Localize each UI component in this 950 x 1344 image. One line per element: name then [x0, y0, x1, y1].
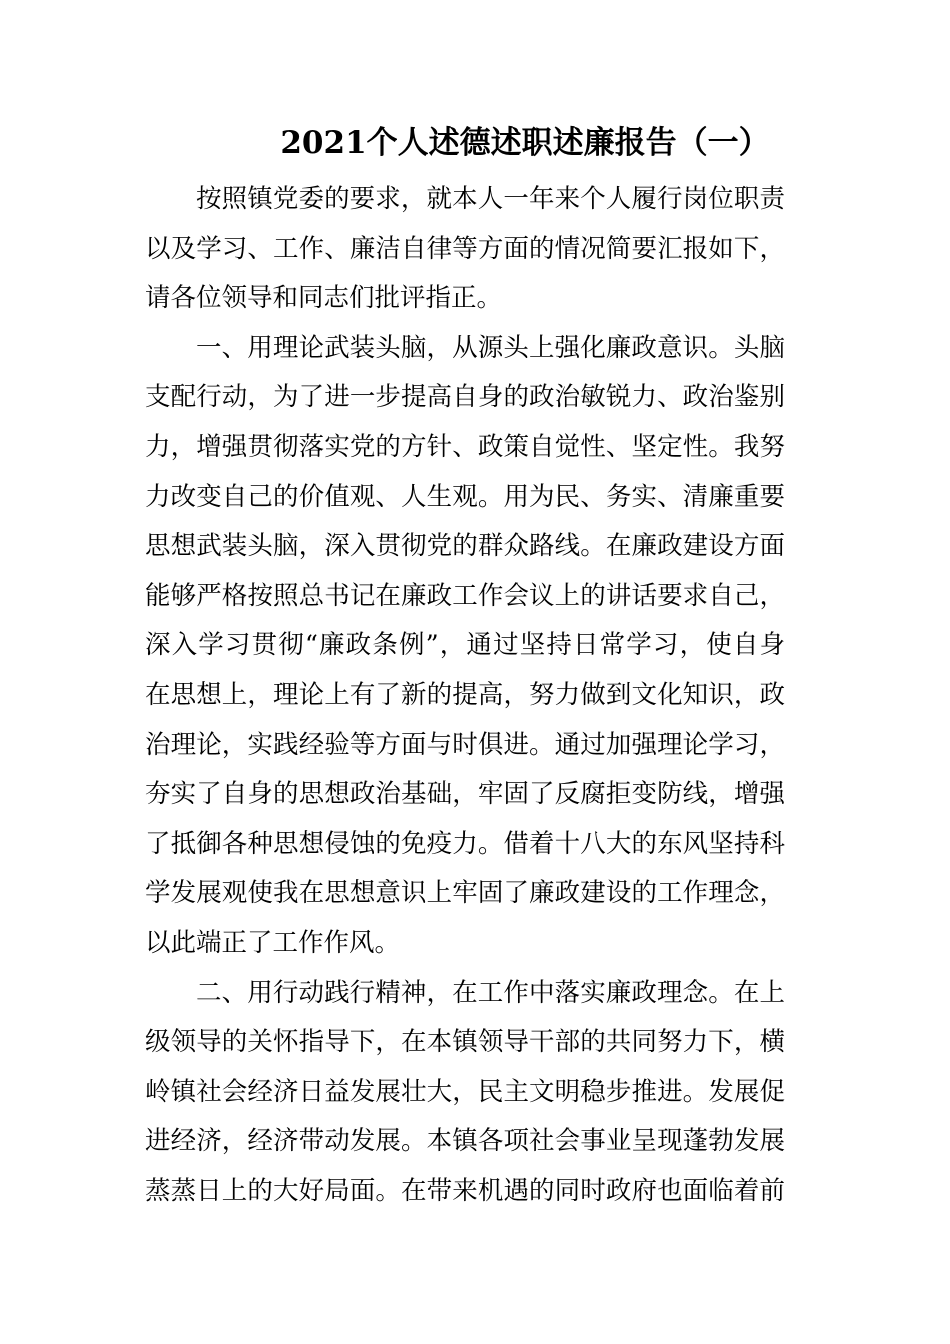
paragraph-2-line-12: 学发展观使我在思想意识上牢固了廉政建设的工作理念， — [145, 878, 785, 909]
paragraph-2-line-13: 以此端正了工作作风。 — [145, 927, 401, 958]
paragraph-2-line-5: 思想武装头脑，深入贯彻党的群众路线。在廉政建设方面 — [145, 531, 785, 562]
paragraph-2-line-8: 在思想上，理论上有了新的提高，努力做到文化知识，政 — [145, 679, 785, 710]
paragraph-1-line-2: 以及学习、工作、廉洁自律等方面的情况简要汇报如下， — [145, 233, 785, 264]
paragraph-3-line-3: 岭镇社会经济日益发展壮大，民主文明稳步推进。发展促 — [145, 1076, 785, 1107]
paragraph-2-line-4: 力改变自己的价值观、人生观。用为民、务实、清廉重要 — [145, 481, 785, 512]
paragraph-2-line-1: 一、用理论武装头脑，从源头上强化廉政意识。头脑 — [196, 332, 785, 363]
paragraph-2-line-9: 治理论，实践经验等方面与时俱进。通过加强理论学习， — [145, 729, 785, 760]
paragraph-2-line-6: 能够严格按照总书记在廉政工作会议上的讲话要求自己， — [145, 580, 785, 611]
paragraph-1-line-3: 请各位领导和同志们批评指正。 — [145, 283, 503, 314]
paragraph-3-line-4: 进经济，经济带动发展。本镇各项社会事业呈现蓬勃发展 — [145, 1126, 785, 1157]
paragraph-2-line-3: 力，增强贯彻落实党的方针、政策自觉性、坚定性。我努 — [145, 431, 785, 462]
paragraph-1-line-1: 按照镇党委的要求，就本人一年来个人履行岗位职责 — [196, 184, 785, 214]
document-body — [145, 175, 785, 1216]
paragraph-2-line-11: 了抵御各种思想侵蚀的免疫力。借着十八大的东风坚持科 — [145, 828, 785, 859]
paragraph-3-line-1: 二、用行动践行精神，在工作中落实廉政理念。在上 — [196, 977, 785, 1008]
paragraph-3-line-5: 蒸蒸日上的大好局面。在带来机遇的同时政府也面临着前 — [145, 1175, 785, 1206]
document-title: 2021个人述德述职述廉报告（一） — [280, 125, 770, 161]
paragraph-2-line-10: 夯实了自身的思想政治基础，牢固了反腐拒变防线，增强 — [145, 779, 785, 810]
paragraph-2-line-7: 深入学习贯彻“廉政条例”，通过坚持日常学习，使自身 — [145, 630, 785, 661]
paragraph-3-line-2: 级领导的关怀指导下，在本镇领导干部的共同努力下，横 — [145, 1027, 785, 1058]
paragraph-2-line-2: 支配行动，为了进一步提高自身的政治敏锐力、政治鉴别 — [145, 382, 785, 413]
